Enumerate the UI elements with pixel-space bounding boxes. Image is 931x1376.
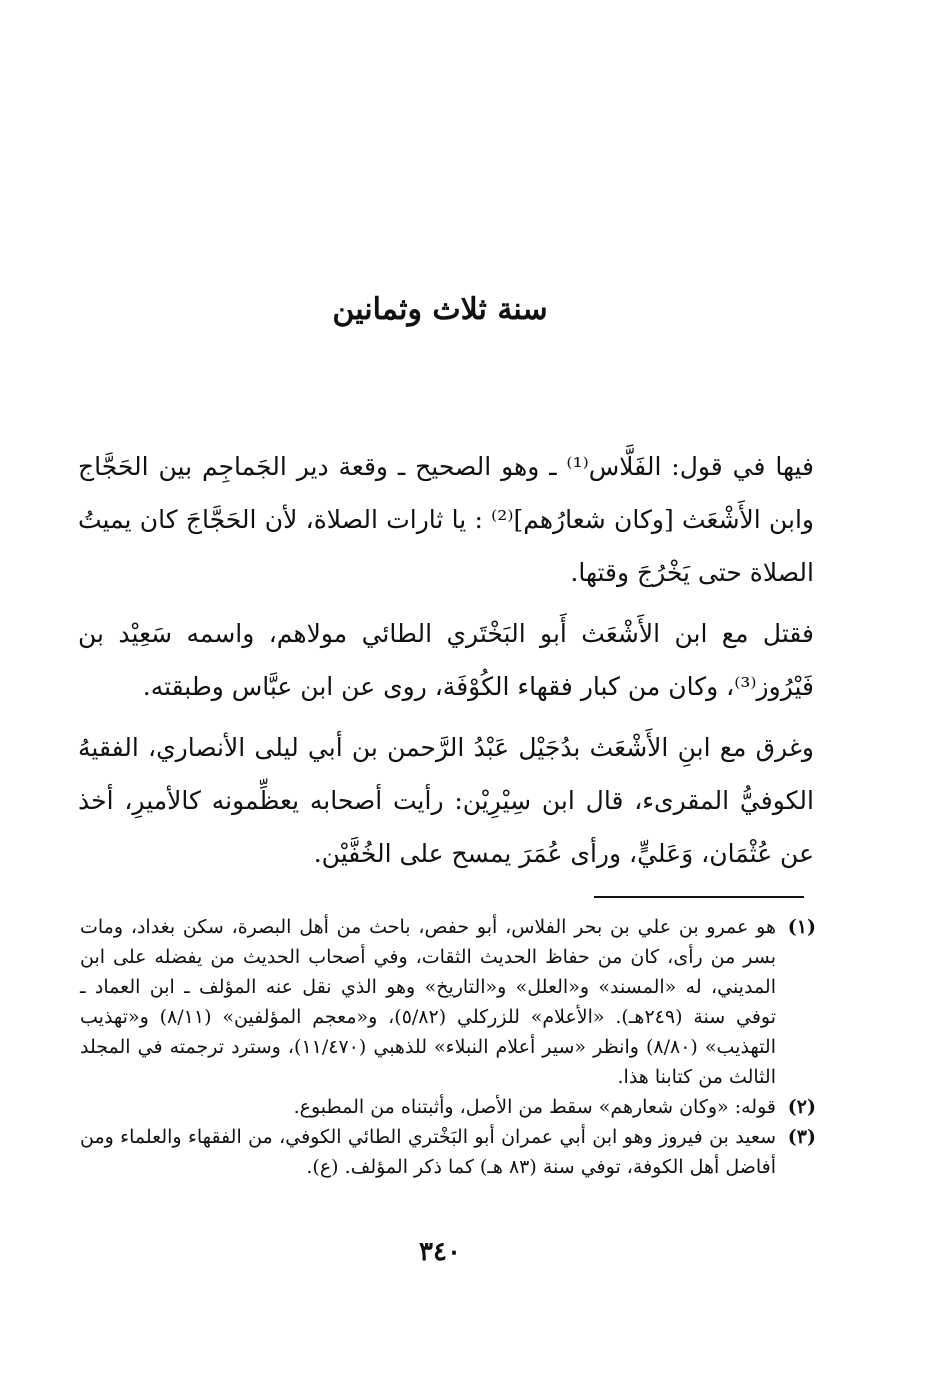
footnote (80, 912, 816, 1092)
footnote (80, 1122, 816, 1182)
footnote-text: هو عمرو بن علي بن بحر الفلاس، أبو حفص، باحث من أهل البصرة، سكن بغداد، ومات بسر من رأى، كان من حفاظ الحديث الثقات، وفي أصحاب الحديث من يفضله على ابن المديني، له «المسند» و«العلل» و«التاريخ» وهو الذي نقل عنه المؤلف ـ ابن العماد ـ توفي سنة (٢٤٩هـ). «الأعلام» للزركلي (٥/٨٢)، و«معجم المؤلفين» (٨/١١) و«تهذيب التهذيب» (٨/٨٠) وانظر «سير أعلام النبلاء» للذهبي (١١/٤٧٠)، وسترد ترجمته في المجلد الثالث من كتابنا هذا. (80, 916, 777, 1088)
paragraph: فيها في قول: الفَلَّاس⁽¹⁾ ـ وهو الصحيح ـ وقعة دير الجَماجِم بين الحَجَّاج وابن الأَشْعَث [وكان شعارُهم]⁽²⁾ : يا ثارات الصلاة، لأن الحَجَّاجَ كان يميتُ الصلاة حتى يَخْرُجَ وقتها. (78, 452, 814, 587)
footnote-number: (٣) (787, 1126, 816, 1148)
footnote-number: (١) (787, 916, 816, 938)
main-text (78, 440, 814, 888)
page-number: ٣٤٠ (419, 1237, 461, 1267)
paragraph: وغرق مع ابنِ الأَشْعَث بدُجَيْل عَبْدُ الرَّحمن بن أبي ليلى الأنصاري، الفقيهُ الكوفيُّ المقرىء، قال ابن سِيْرِيْن: رأيت أصحابه يعظِّمونه كالأميرِ، أخذ عن عُثْمَان، وَعَليٍّ، ورأى عُمَرَ يمسح على الخُفَّيْن. (78, 733, 814, 868)
footnote-text: قوله: «وكان شعارهم» سقط من الأصل، وأثبتناه من المطبوع. (293, 1096, 776, 1118)
footnote-number: (٢) (787, 1096, 816, 1118)
footnotes (80, 912, 816, 1182)
footnote-text: سعيد بن فيروز وهو ابن أبي عمران أبو البَخْتري الطائي الكوفي، من الفقهاء والعلماء ومن أفاضل أهل الكوفة، توفي سنة (٨٣ هـ) كما ذكر المؤلف. (ع). (80, 1126, 776, 1178)
paragraph: فقتل مع ابن الأَشْعَث أَبو البَخْتَري الطائي مولاهم، واسمه سَعِيْد بن فَيْرُوز⁽³⁾، وكان من كبار فقهاء الكُوْفَة، روى عن ابن عبَّاس وطبقته. (78, 619, 814, 701)
footnote-separator (594, 896, 804, 898)
section-title: سنة ثلاث وثمانين (332, 292, 548, 327)
footnote (80, 1092, 816, 1122)
